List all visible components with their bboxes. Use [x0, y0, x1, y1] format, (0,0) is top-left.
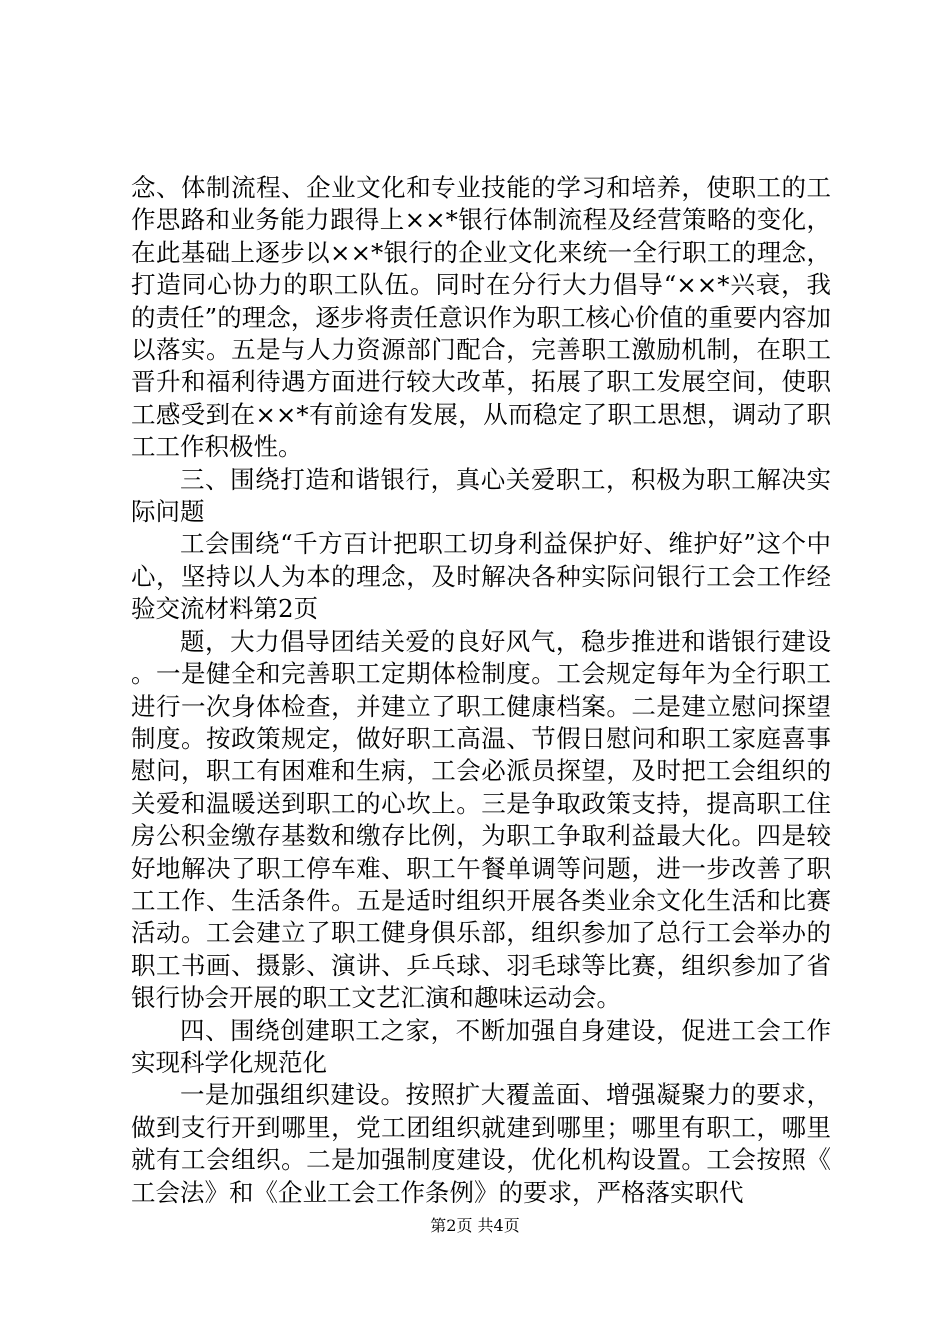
page-footer: 第2页 共4页 [430, 1216, 520, 1235]
section-heading-3: 三、围绕打造和谐银行，真心关爱职工，积极为职工解决实际问题 [131, 464, 831, 527]
paragraph-union-center: 工会围绕“千方百计把职工切身利益保护好、维护好”这个中心，坚持以人为本的理念，及时解决各种实际问银行工会工作经验交流材料第2页 [131, 529, 831, 624]
paragraph-care-measures: 题，大力倡导团结关爱的良好风气，稳步推进和谐银行建设。一是健全和完善职工定期体检制度。工会规定每年为全行职工进行一次身体检查，并建立了职工健康档案。二是建立慰问探望制度。按政策规定，做好职工高温、节假日慰问和职工家庭喜事慰问，职工有困难和生病，工会必派员探望，及时把工会组织的关爱和温暖送到职工的心坎上。三是争取政策支持，提高职工住房公积金缴存基数和缴存比例，为职工争取利益最大化。四是较好地解决了职工停车难、职工午餐单调等问题，进一步改善了职工工作、生活条件。五是适时组织开展各类业余文化生活和比赛活动。工会建立了职工健身俱乐部，组织参加了总行工会举办的职工书画、摄影、演讲、乒乓球、羽毛球等比赛，组织参加了省银行协会开展的职工文艺汇演和趣味运动会。 [131, 626, 831, 1013]
paragraph-organization-building: 一是加强组织建设。按照扩大覆盖面、增强凝聚力的要求，做到支行开到哪里，党工团组织就建到哪里；哪里有职工，哪里就有工会组织。二是加强制度建设，优化机构设置。工会按照《工会法》和《企业工会工作条例》的要求，严格落实职代 [131, 1080, 831, 1207]
paragraph-continuation: 念、体制流程、企业文化和专业技能的学习和培养，使职工的工作思路和业务能力跟得上××*银行体制流程及经营策略的变化，在此基础上逐步以××*银行的企业文化来统一全行职工的理念，打造同心协力的职工队伍。同时在分行大力倡导“××*兴衰，我的责任”的理念，逐步将责任意识作为职工核心价值的重要内容加以落实。五是与人力资源部门配合，完善职工激励机制，在职工晋升和福利待遇方面进行较大改革，拓展了职工发展空间，使职工感受到在××*有前途有发展，从而稳定了职工思想，调动了职工工作积极性。 [131, 173, 831, 462]
document-body [131, 172, 831, 1209]
section-heading-4: 四、围绕创建职工之家，不断加强自身建设，促进工会工作实现科学化规范化 [131, 1015, 831, 1077]
